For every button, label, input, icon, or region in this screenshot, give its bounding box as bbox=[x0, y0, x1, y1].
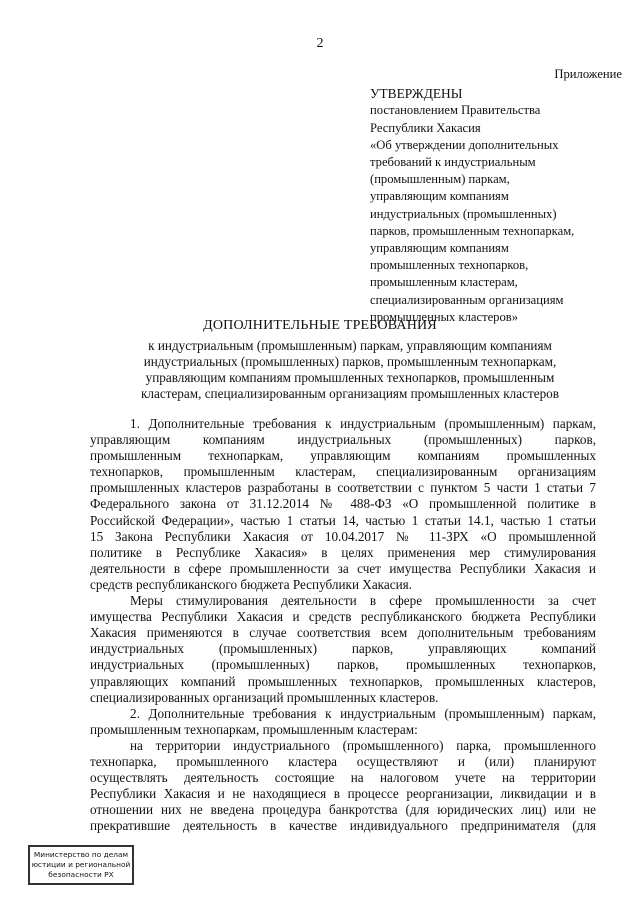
approval-line: парков, промышленным технопаркам, bbox=[370, 223, 575, 238]
document-subtitle bbox=[90, 338, 610, 402]
body-line: деятельности в сфере промышленности за счет имущества Республики Хакасия и bbox=[90, 560, 596, 576]
approved-label: УТВЕРЖДЕНЫ bbox=[370, 86, 463, 102]
subtitle-line: индустриальных (промышленных) парков, промышленным технопаркам, bbox=[143, 354, 557, 369]
body-line: средств республиканского бюджета Республики Хакасия. bbox=[90, 576, 413, 592]
body-line: 2. Дополнительные требования к индустриальным (промышленным) паркам, bbox=[130, 705, 596, 721]
approval-line: (промышленным) паркам, bbox=[370, 172, 510, 187]
body-paragraph bbox=[90, 593, 596, 706]
body-line: Хакасия применяются в случае соответствия всем дополнительным требованиям bbox=[90, 625, 596, 641]
body-line: технопарков, промышленным кластерам, специализированным организациям bbox=[90, 464, 596, 480]
subtitle-line: к индустриальным (промышленным) паркам, управляющим компаниям bbox=[148, 338, 552, 353]
appendix-label: Приложение bbox=[554, 67, 622, 81]
body-line: имущества Республики Хакасия и средств республиканского бюджета Республики bbox=[90, 609, 596, 625]
approval-line: управляющим компаниям bbox=[370, 241, 509, 256]
body-line: промышленным технопаркам, промышленным кластерам: bbox=[90, 721, 418, 737]
body-line: Федерального закона от 31.12.2014 № 488-ФЗ «О промышленной политике в bbox=[90, 496, 596, 512]
approval-line: специализированным организациям bbox=[370, 292, 564, 307]
body-line: промышленных кластеров разработаны в соответствии с пунктом 5 части 1 статьи 7 bbox=[90, 480, 596, 496]
approval-line: «Об утверждении дополнительных bbox=[370, 137, 559, 152]
document-title: ДОПОЛНИТЕЛЬНЫЕ ТРЕБОВАНИЯ bbox=[203, 318, 437, 333]
body-line: промышленным технопаркам, управляющим компаниям промышленных bbox=[90, 448, 596, 464]
approval-line: промышленных технопарков, bbox=[370, 258, 529, 273]
stamp-line: Министерство по делам bbox=[33, 850, 129, 859]
body-paragraph bbox=[90, 738, 596, 835]
body-line: отношении них не введена процедура банкротства (для юридических лиц) или не bbox=[90, 802, 596, 818]
subtitle-line: управляющим компаниям промышленных технопарков, промышленным bbox=[145, 370, 555, 385]
body-line: осуществлять деятельность состоящие на налоговом учете на территории bbox=[90, 770, 596, 786]
approval-line: промышленным кластерам, bbox=[370, 275, 518, 290]
body-line: индустриальных (промышленных) парков, промышленных технопарков, bbox=[90, 657, 596, 673]
body-line: Меры стимулирования деятельности в сфере промышленности за счет bbox=[130, 593, 596, 609]
stamp-line: безопасности РХ bbox=[48, 870, 114, 879]
body-line: специализированных организаций промышленных кластеров. bbox=[90, 689, 439, 705]
body-paragraph bbox=[90, 706, 596, 738]
body-line: политике в Республике Хакасия» в целях применения мер стимулирования bbox=[90, 544, 596, 560]
body-line: на территории индустриального (промышленного) парка, промышленного bbox=[130, 737, 596, 753]
approval-line: постановлением Правительства bbox=[370, 103, 541, 118]
approval-line: требований к индустриальным bbox=[370, 155, 536, 170]
approval-line: промышленных кластеров» bbox=[370, 309, 518, 324]
approval-line: управляющим компаниям bbox=[370, 189, 509, 204]
body-line: управляющим компаниям индустриальных (промышленных) парков, bbox=[90, 432, 596, 448]
body-line: индустриальных (промышленных) парков, управляющих компаний bbox=[90, 641, 596, 657]
approval-block bbox=[370, 66, 622, 326]
body-line: Российской Федерации», частью 1 статьи 14, частью 1 статьи 14.1, частью 1 статьи bbox=[90, 512, 596, 528]
body-line: 1. Дополнительные требования к индустриальным (промышленным) паркам, bbox=[130, 416, 596, 431]
body-paragraph bbox=[90, 416, 596, 593]
subtitle-line: кластерам, специализированным организациям промышленных кластеров bbox=[141, 386, 559, 401]
ministry-stamp bbox=[28, 845, 134, 885]
page-number: 2 bbox=[316, 36, 324, 51]
body-line: 15 Закона Республики Хакасия от 10.04.2017 № 11-ЗРХ «О промышленной bbox=[90, 528, 596, 544]
body-line: технопарка, промышленного кластера осуществляют и (или) планируют bbox=[90, 753, 596, 769]
body-line: прекратившие деятельность в качестве индивидуального предпринимателя (для bbox=[90, 818, 596, 834]
approval-line: индустриальных (промышленных) bbox=[370, 206, 557, 221]
approval-line: Республики Хакасия bbox=[370, 120, 481, 135]
body-line: управляющих компаний промышленных технопарков, промышленных кластеров, bbox=[90, 673, 596, 689]
stamp-line: юстиции и региональной bbox=[31, 860, 131, 869]
body-line: Республики Хакасия и не находящиеся в процессе реорганизации, ликвидации и в bbox=[90, 786, 596, 802]
document-body bbox=[90, 416, 596, 834]
